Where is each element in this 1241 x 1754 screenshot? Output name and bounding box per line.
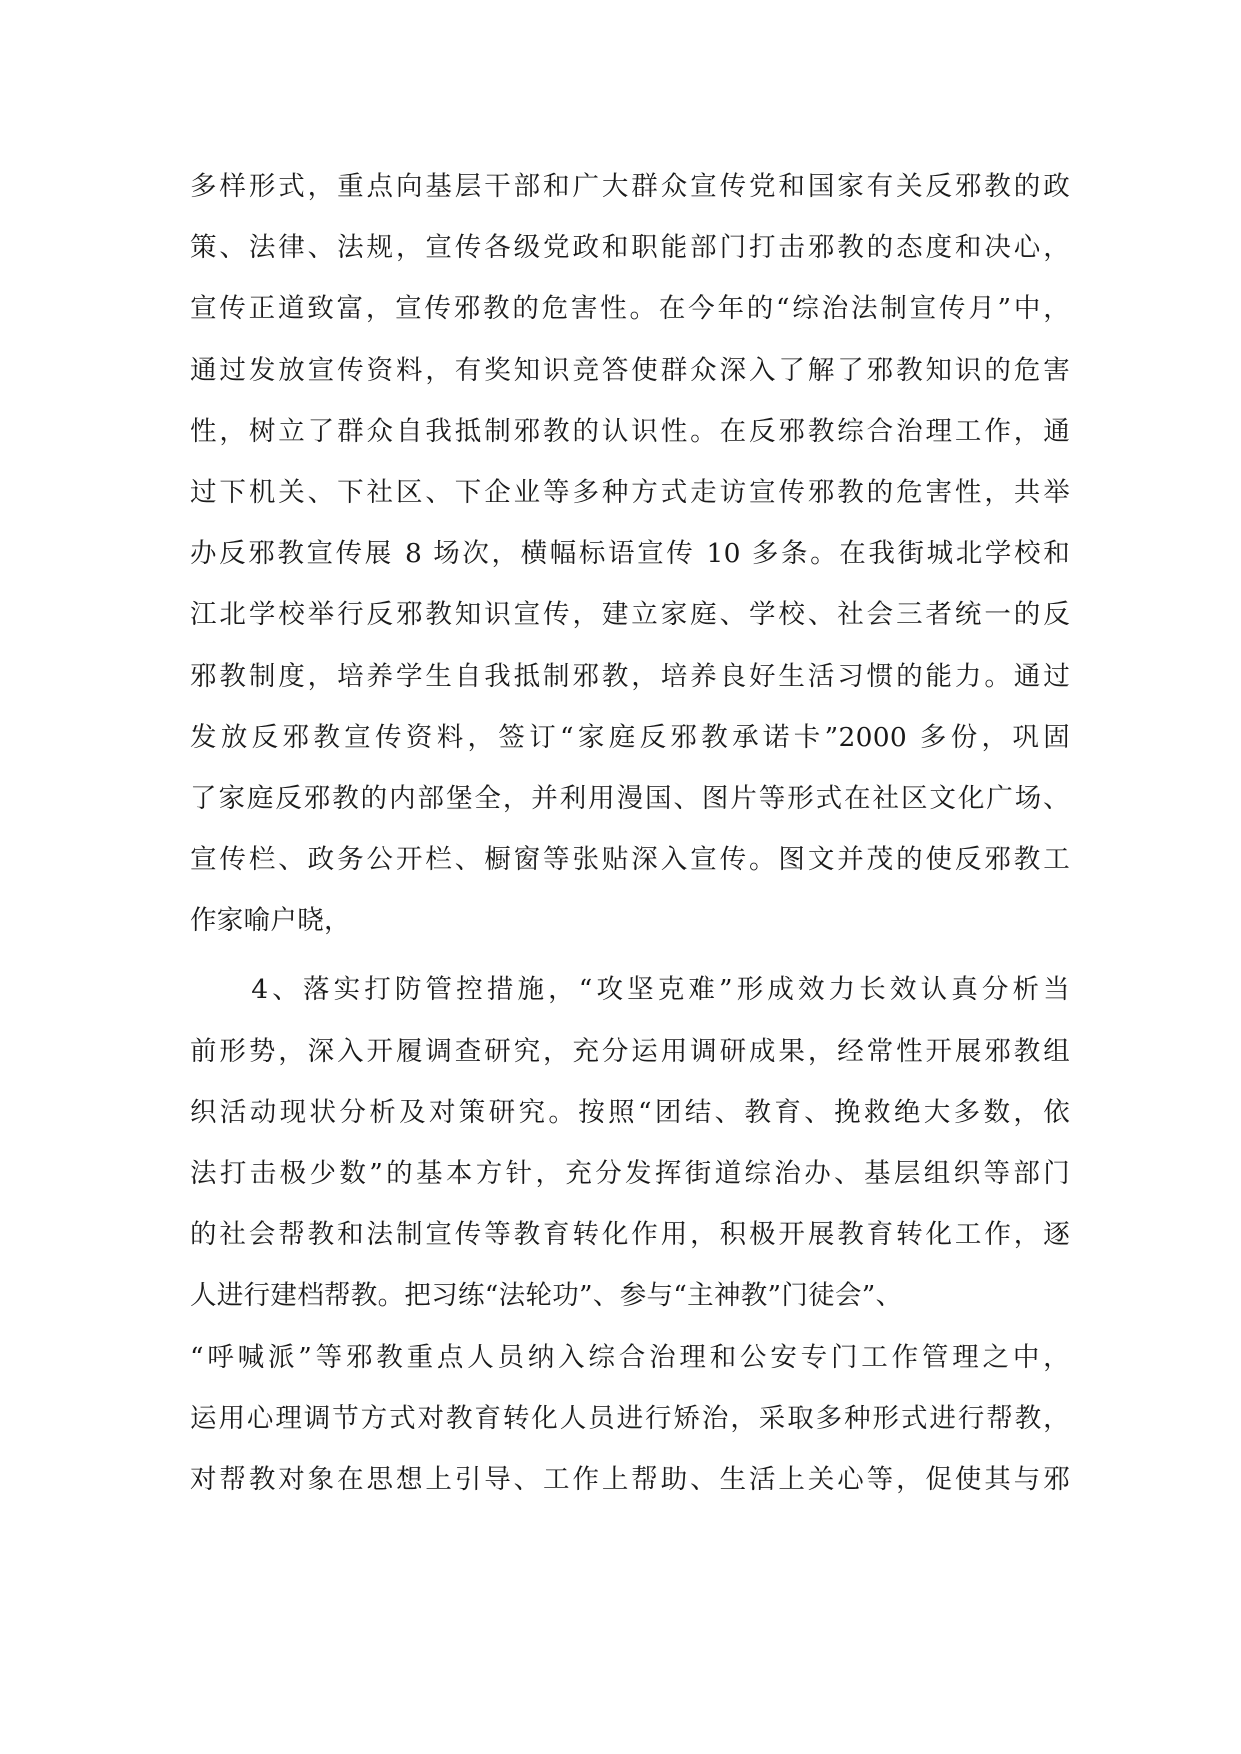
- text-line: 多样形式，重点向基层干部和广大群众宣传党和国家有关反邪教的政: [190, 171, 1070, 202]
- text-line: 织活动现状分析及对策研究。按照“团结、教育、挽救绝大多数，依: [190, 1096, 1070, 1128]
- text-line: 性，树立了群众自我抵制邪教的认识性。在反邪教综合治理工作，通: [190, 415, 1070, 447]
- text-line: 办反邪教宣传展 8 场次，横幅标语宣传 10 多条。在我街城北学校和: [190, 538, 1070, 570]
- text-line: “呼喊派”等邪教重点人员纳入综合治理和公安专门工作管理之中，: [190, 1341, 1070, 1373]
- text-line: 发放反邪教宣传资料，签订“家庭反邪教承诺卡”2000 多份，巩固: [190, 721, 1070, 753]
- text-line: 4、落实打防管控措施，“攻坚克难”形成效力长效认真分析当: [190, 974, 1070, 1006]
- text-line: 前形势，深入开履调查研究，充分运用调研成果，经常性开展邪教组: [190, 1035, 1070, 1067]
- text-line: 邪教制度，培养学生自我抵制邪教，培养良好生活习惯的能力。通过: [190, 660, 1070, 692]
- text-line: 宣传正道致富，宣传邪教的危害性。在今年的“综治法制宣传月”中，: [190, 293, 1070, 325]
- text-line: 作家喻户晓，: [190, 905, 351, 937]
- text-line: 通过发放宣传资料，有奖知识竞答使群众深入了解了邪教知识的危害: [190, 354, 1070, 386]
- text-line: 策、法律、法规，宣传各级党政和职能部门打击邪教的态度和决心，: [190, 232, 1070, 264]
- text-line: 江北学校举行反邪教知识宣传，建立家庭、学校、社会三者统一的反: [190, 599, 1070, 631]
- text-line: 了家庭反邪教的内部堡全，并利用漫国、图片等形式在社区文化广场、: [190, 782, 1070, 814]
- body-text: [190, 156, 1070, 1510]
- paragraph: [190, 156, 1070, 951]
- text-line: 对帮教对象在思想上引导、工作上帮助、生活上关心等，促使其与邪: [190, 1463, 1070, 1495]
- paragraph-gap: [190, 951, 1070, 959]
- text-line: 的社会帮教和法制宣传等教育转化作用，积极开展教育转化工作，逐: [190, 1219, 1070, 1251]
- text-line: 法打击极少数”的基本方针，充分发挥街道综治办、基层组织等部门: [190, 1158, 1070, 1189]
- text-line: 人进行建档帮教。把习练“法轮功”、参与“主神教”门徒会”、: [190, 1280, 903, 1312]
- text-line: 宣传栏、政务公开栏、橱窗等张贴深入宣传。图文并茂的使反邪教工: [190, 844, 1070, 876]
- text-line: 过下机关、下社区、下企业等多种方式走访宣传邪教的危害性，共举: [190, 476, 1070, 508]
- text-line: 运用心理调节方式对教育转化人员进行矫治，采取多种形式进行帮教，: [190, 1402, 1070, 1434]
- paragraph: [190, 959, 1070, 1510]
